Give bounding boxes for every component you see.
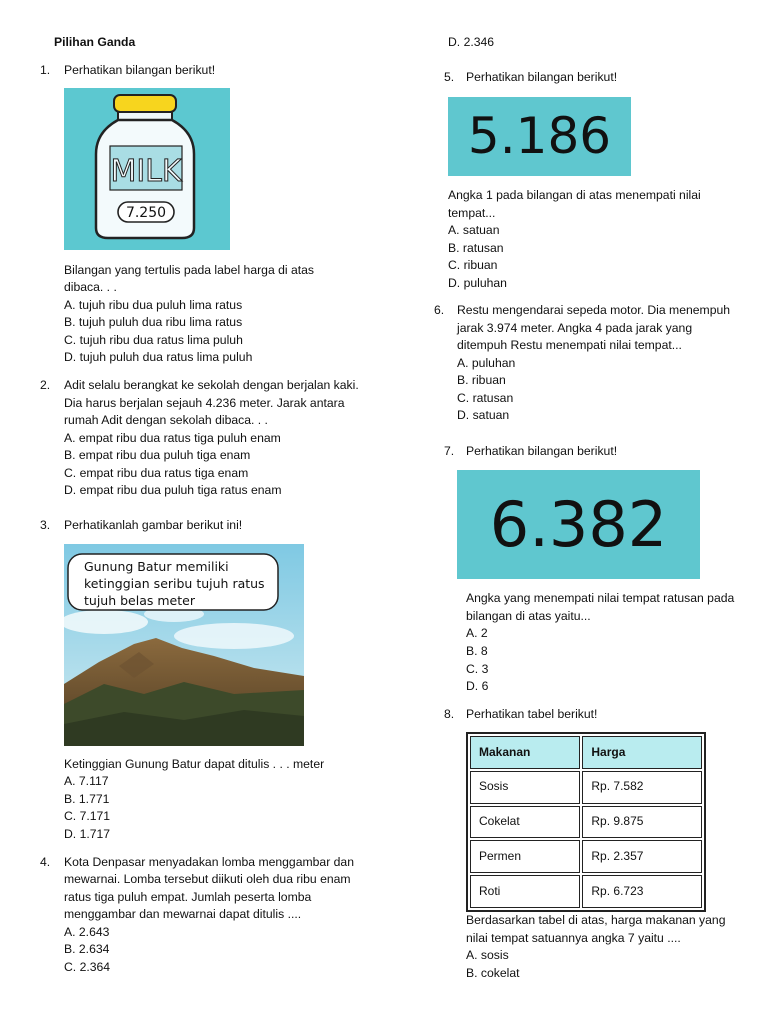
table-row: [470, 771, 702, 804]
q2-question-line-2: Dia harus berjalan sejauh 4.236 meter. Jarak antara: [64, 396, 345, 410]
q3-option-c: C. 7.171: [64, 809, 111, 823]
q7-prompt: Perhatikan bilangan berikut!: [466, 444, 618, 458]
q7-box-number: 6.382: [489, 487, 668, 561]
q6-question-line-1: Restu mengendarai sepeda motor. Dia menempuh: [457, 303, 731, 317]
q5-question-line-2: tempat...: [448, 206, 496, 220]
q3-option-b: B. 1.771: [64, 792, 110, 806]
table-cell-price: Rp. 9.875: [582, 806, 702, 839]
q8-question-line-2: nilai tempat satuannya angka 7 yaitu ....: [466, 931, 681, 945]
q6-option-b: B. ribuan: [457, 373, 506, 387]
q7-question-line-1: Angka yang menempati nilai tempat ratusan pada: [466, 591, 735, 605]
milk-price-label: 7.250: [125, 205, 167, 221]
q6-number: 6.: [434, 303, 445, 317]
q1-number: 1.: [40, 63, 51, 77]
q3-question-line-1: Ketinggian Gunung Batur dapat ditulis . . . meter: [64, 757, 325, 771]
q3-option-d: D. 1.717: [64, 827, 111, 841]
q5-option-b: B. ratusan: [448, 241, 504, 255]
table-cell-food: Roti: [470, 875, 580, 908]
q5-number-box: [448, 97, 631, 176]
q4-option-c: C. 2.364: [64, 960, 111, 974]
q5-question-line-1: Angka 1 pada bilangan di atas menempati nilai: [448, 188, 701, 202]
food-price-table: [466, 732, 706, 912]
bubble-line-1: Gunung Batur memiliki: [84, 559, 229, 574]
q1-option-b: B. tujuh puluh dua ribu lima ratus: [64, 315, 243, 329]
q5-number: 5.: [444, 70, 455, 84]
q8-prompt: Perhatikan tabel berikut!: [466, 707, 598, 721]
q6-question-line-2: jarak 3.974 meter. Angka 4 pada jarak yang: [457, 321, 693, 335]
table-cell-price: Rp. 2.357: [582, 840, 702, 873]
q5-option-a: A. satuan: [448, 223, 500, 237]
q6-option-d: D. satuan: [457, 408, 510, 422]
q1-question-line-1: Bilangan yang tertulis pada label harga di atas: [64, 263, 315, 277]
q2-number: 2.: [40, 378, 51, 392]
q4-question-line-3: ratus tiga puluh empat. Jumlah peserta lomba: [64, 890, 312, 904]
q3-number: 3.: [40, 518, 51, 532]
table-row: [470, 875, 702, 908]
section-title: Pilihan Ganda: [54, 35, 136, 49]
q2-question-line-3: rumah Adit dengan sekolah dibaca. . .: [64, 413, 268, 427]
q4-option-b: B. 2.634: [64, 942, 110, 956]
q2-option-d: D. empat ribu dua puluh tiga ratus enam: [64, 483, 282, 497]
q8-option-a: A. sosis: [466, 948, 509, 962]
table-cell-price: Rp. 6.723: [582, 875, 702, 908]
q6-question-line-3: ditempuh Restu menempati nilai tempat...: [457, 338, 682, 352]
q8-number: 8.: [444, 707, 455, 721]
q2-question-line-1: Adit selalu berangkat ke sekolah dengan berjalan kaki.: [64, 378, 359, 392]
q2-option-b: B. empat ribu dua puluh tiga enam: [64, 448, 251, 462]
bubble-line-3: tujuh belas meter: [84, 593, 195, 608]
table-cell-price: Rp. 7.582: [582, 771, 702, 804]
q2-option-a: A. empat ribu dua ratus tiga puluh enam: [64, 431, 281, 445]
q4-question-line-4: menggambar dan mewarnai dapat ditulis ....: [64, 907, 302, 921]
q8-question-line-1: Berdasarkan tabel di atas, harga makanan yang: [466, 913, 726, 927]
q7-number: 7.: [444, 444, 455, 458]
q7-question-line-2: bilangan di atas yaitu...: [466, 609, 591, 623]
table-cell-food: Cokelat: [470, 806, 580, 839]
q4-number: 4.: [40, 855, 51, 869]
q5-box-number: 5.186: [467, 106, 612, 165]
q4-option-a: A. 2.643: [64, 925, 110, 939]
q3-prompt: Perhatikanlah gambar berikut ini!: [64, 518, 243, 532]
bubble-line-2: ketinggian seribu tujuh ratus: [84, 576, 265, 591]
q7-option-a: A. 2: [466, 626, 488, 640]
milk-label-text: MILK: [110, 154, 182, 189]
q5-option-c: C. ribuan: [448, 258, 498, 272]
q4-question-line-2: mewarnai. Lomba tersebut diikuti oleh dua ribu enam: [64, 872, 351, 886]
milk-bottle-image: [64, 88, 230, 250]
q1-option-a: A. tujuh ribu dua puluh lima ratus: [64, 298, 243, 312]
table-cell-food: Sosis: [470, 771, 580, 804]
q7-option-b: B. 8: [466, 644, 488, 658]
q1-question-line-2: dibaca. . .: [64, 280, 117, 294]
table-header-price: Harga: [582, 736, 702, 769]
table-header-food: Makanan: [470, 736, 580, 769]
table-row: [470, 806, 702, 839]
q1-prompt: Perhatikan bilangan berikut!: [64, 63, 216, 77]
q6-option-a: A. puluhan: [457, 356, 516, 370]
q1-option-d: D. tujuh puluh dua ratus lima puluh: [64, 350, 253, 364]
table-row: [470, 840, 702, 873]
q7-number-box: [457, 470, 700, 579]
q5-prompt: Perhatikan bilangan berikut!: [466, 70, 618, 84]
q1-option-c: C. tujuh ribu dua ratus lima puluh: [64, 333, 243, 347]
mountain-image: [64, 544, 304, 746]
q2-option-c: C. empat ribu dua ratus tiga enam: [64, 466, 249, 480]
q5-option-d: D. puluhan: [448, 276, 507, 290]
q4-question-line-1: Kota Denpasar menyadakan lomba menggambar dan: [64, 855, 354, 869]
q6-option-c: C. ratusan: [457, 391, 514, 405]
q3-option-a: A. 7.117: [64, 774, 109, 788]
q8-option-b: B. cokelat: [466, 966, 520, 980]
table-header-row: [470, 736, 702, 769]
q7-option-c: C. 3: [466, 662, 489, 676]
q7-option-d: D. 6: [466, 679, 489, 693]
q4-option-d: D. 2.346: [448, 35, 495, 49]
table-cell-food: Permen: [470, 840, 580, 873]
